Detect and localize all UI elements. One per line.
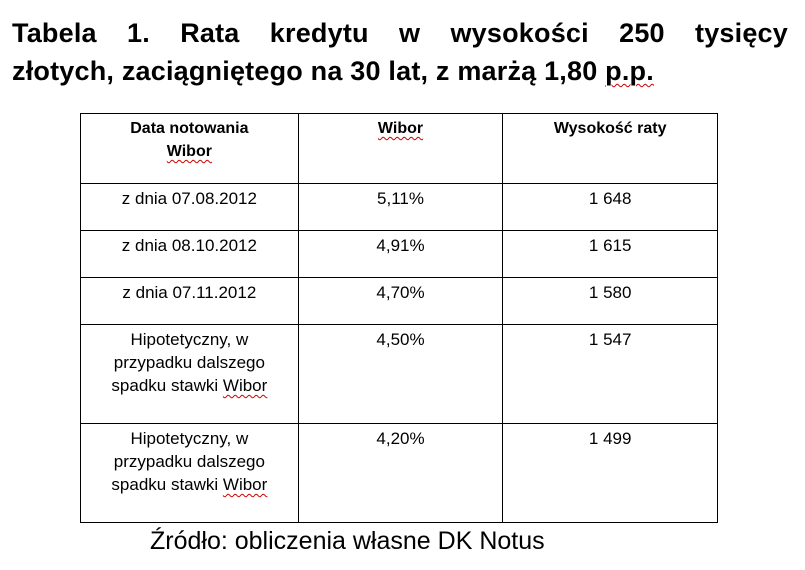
header-date-label: Data notowania bbox=[130, 120, 249, 137]
cell-wibor: 4,20% bbox=[298, 424, 503, 523]
table-title-line-1: Tabela 1. Rata kredytu w wysokości 250 tysięcy bbox=[12, 18, 788, 48]
table-title-line-2-text: złotych, zaciągniętego na 30 lat, z marżą 1,80 bbox=[12, 56, 606, 86]
header-date-wibor bbox=[81, 114, 299, 184]
cell-wibor: 4,50% bbox=[298, 325, 503, 424]
table-row bbox=[81, 184, 718, 231]
source-note: Źródło: obliczenia własne DK Notus bbox=[150, 527, 545, 555]
cell-wibor: 4,70% bbox=[298, 278, 503, 325]
table-row bbox=[81, 424, 718, 523]
cell-date-hypothetical bbox=[81, 325, 299, 424]
cell-date: z dnia 07.08.2012 bbox=[81, 184, 299, 231]
cell-date-line-3: spadku stawki bbox=[111, 475, 223, 494]
cell-installment: 1 648 bbox=[503, 184, 718, 231]
header-installment bbox=[503, 114, 718, 184]
cell-date-line-2: przypadku dalszego bbox=[113, 452, 265, 471]
cell-installment: 1 499 bbox=[503, 424, 718, 523]
table-row bbox=[81, 278, 718, 325]
cell-installment: 1 580 bbox=[503, 278, 718, 325]
cell-date-wibor-word: Wibor bbox=[222, 475, 268, 494]
table-header-row bbox=[81, 114, 718, 184]
cell-date-line-1: Hipotetyczny, w bbox=[130, 429, 249, 448]
cell-date-hypothetical bbox=[81, 424, 299, 523]
loan-installment-table bbox=[80, 113, 718, 523]
table-row bbox=[81, 231, 718, 278]
cell-date-line-3: spadku stawki bbox=[111, 376, 223, 395]
cell-installment: 1 547 bbox=[503, 325, 718, 424]
cell-date-wibor-word: Wibor bbox=[222, 376, 268, 395]
cell-installment: 1 615 bbox=[503, 231, 718, 278]
cell-date: z dnia 08.10.2012 bbox=[81, 231, 299, 278]
table-title-pp-abbrev: p.p. bbox=[605, 56, 654, 86]
header-date-wibor-word: Wibor bbox=[166, 143, 212, 160]
cell-date-line-2: przypadku dalszego bbox=[113, 353, 265, 372]
table-title-line-2 bbox=[12, 52, 788, 90]
table-row bbox=[81, 325, 718, 424]
cell-wibor: 4,91% bbox=[298, 231, 503, 278]
cell-date: z dnia 07.11.2012 bbox=[81, 278, 299, 325]
header-installment-label: Wysokość raty bbox=[553, 120, 667, 137]
cell-wibor: 5,11% bbox=[298, 184, 503, 231]
cell-date-line-1: Hipotetyczny, w bbox=[130, 330, 249, 349]
table-title bbox=[12, 14, 788, 90]
header-wibor bbox=[298, 114, 503, 184]
header-wibor-label: Wibor bbox=[377, 120, 424, 137]
